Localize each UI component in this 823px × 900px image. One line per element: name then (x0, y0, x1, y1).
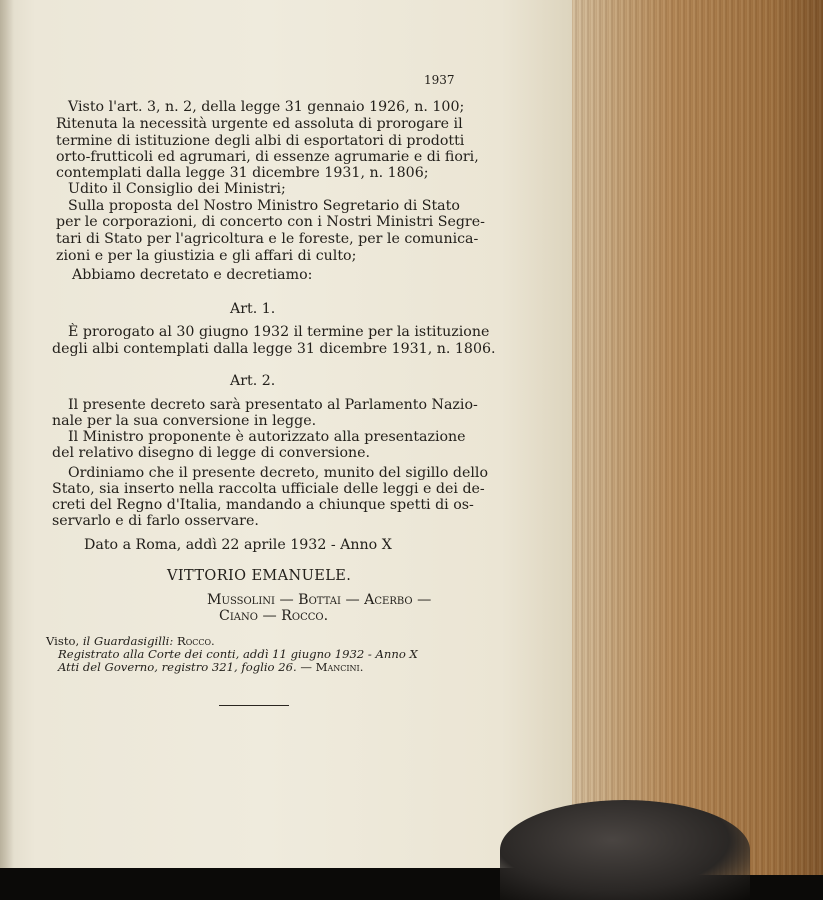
gutter-shadow (0, 0, 14, 868)
countersignatures-line: Ciano — Rocco. (219, 608, 329, 624)
preamble-line: Ritenuta la necessità urgente ed assoluta di prorogare il (56, 116, 463, 132)
article-1-line: È prorogato al 30 giugno 1932 il termine per la istituzione (68, 324, 490, 340)
article-2-line: nale per la sua conversione in legge. (52, 413, 317, 429)
article-2-line: Il Ministro proponente è autorizzato alla presentazione (68, 429, 466, 445)
preamble-line: Visto l'art. 3, n. 2, della legge 31 gennaio 1926, n. 100; (68, 99, 465, 115)
article-2-line: del relativo disegno di legge di conversione. (52, 445, 371, 461)
preamble-line: contemplati dalla legge 31 dicembre 1931, n. 1806; (56, 165, 429, 181)
date-line: Dato a Roma, addì 22 aprile 1932 - Anno X (84, 537, 392, 553)
preamble-line: tari di Stato per l'agricoltura e le foreste, per le comunica- (56, 231, 479, 247)
preamble-line: zioni e per la giustizia e gli affari di culto; (56, 248, 357, 264)
article-1-line: degli albi contemplati dalla legge 31 dicembre 1931, n. 1806. (52, 341, 496, 357)
thumb-shadow (500, 800, 750, 900)
preamble-line: orto-frutticoli ed agrumari, di essenze agrumarie e di fiori, (56, 149, 479, 165)
decree-formula: Abbiamo decretato e decretiamo: (72, 267, 313, 283)
preamble-line: termine di istituzione degli albi di esportatori di prodotti (56, 133, 465, 149)
registration-visto (46, 634, 215, 648)
article-2-heading: Art. 2. (230, 373, 276, 389)
registration-atti (58, 660, 363, 674)
atti-text: Atti del Governo, registro 321, foglio 26. — (58, 660, 312, 674)
registrar-name: Mancini. (315, 660, 364, 674)
guardasigilli-label: il Guardasigilli: (82, 634, 174, 648)
closing-line: servarlo e di farlo osservare. (52, 513, 259, 529)
visto-label: Visto, (46, 634, 80, 648)
countersignatures-line: Mussolini — Bottai — Acerbo — (207, 592, 432, 608)
preamble-line: Sulla proposta del Nostro Ministro Segretario di Stato (68, 198, 460, 214)
preamble-line: per le corporazioni, di concerto con i Nostri Ministri Segre- (56, 214, 485, 230)
article-1-heading: Art. 1. (230, 301, 276, 317)
book-fore-edge (572, 0, 823, 875)
preamble-line: Udito il Consiglio dei Ministri; (68, 181, 286, 197)
closing-line: Ordiniamo che il presente decreto, munito del sigillo dello (68, 465, 488, 481)
guardasigilli-name: Rocco. (176, 634, 215, 648)
registration-corte-conti: Registrato alla Corte dei conti, addì 11 giugno 1932 - Anno X (58, 647, 418, 661)
page-number: 1937 (424, 73, 455, 87)
closing-line: Stato, sia inserto nella raccolta ufficiale delle leggi e dei de- (52, 481, 485, 497)
closing-line: creti del Regno d'Italia, mandando a chiunque spetti di os- (52, 497, 474, 513)
article-2-line: Il presente decreto sarà presentato al Parlamento Nazio- (68, 397, 478, 413)
sovereign-signature: VITTORIO EMANUELE. (167, 568, 352, 584)
closing-rule (219, 705, 289, 706)
